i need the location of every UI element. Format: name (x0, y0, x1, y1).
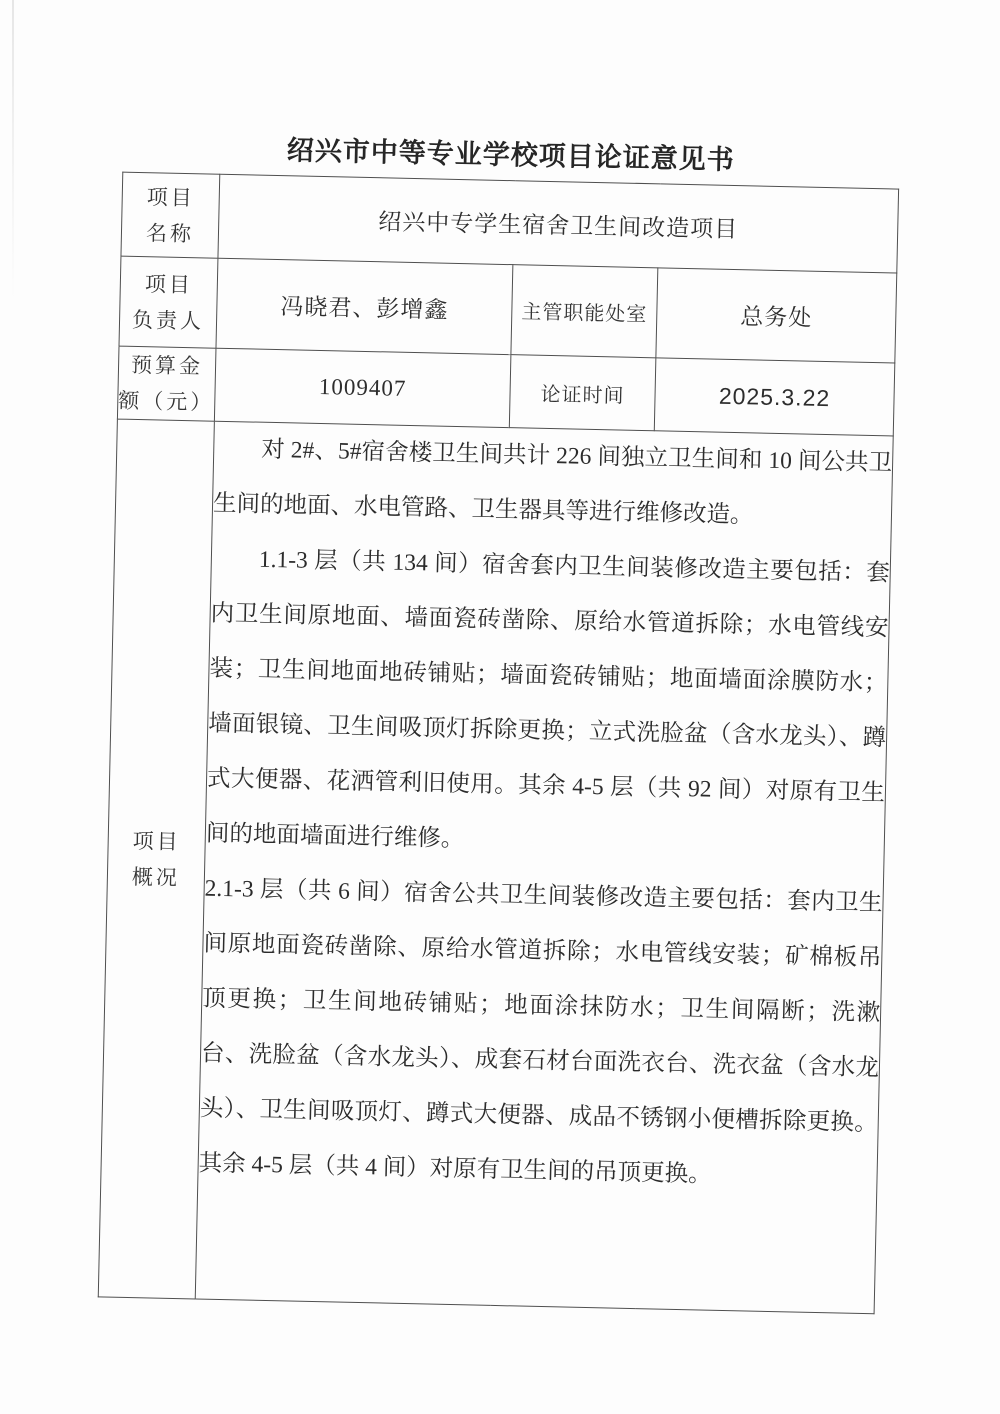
supervising-dept-label: 主管职能处室 (511, 265, 658, 358)
project-leader-label (119, 256, 218, 348)
budget-label (117, 346, 216, 421)
budget-value: 1009407 (214, 348, 511, 427)
project-overview-label (98, 419, 214, 1299)
row-project-leader (119, 256, 897, 363)
project-leader-value: 冯晓君、彭增鑫 (216, 258, 513, 354)
overview-paragraph-3: 2.1-3 层（共 6 间）宿舍公共卫生间装修改造主要包括：套内卫生间原地面瓷砖凿除、原给水管道拆除；水电管线安装；矿棉板吊顶更换；卫生间地砖铺贴；地面涂抹防水；卫生间隔断；洗漱台、洗脸盆（含水龙头）、成套石材台面洗衣台、洗衣盆（含水龙头）、卫生间吸顶灯、蹲式大便器、成品不锈钢小便槽拆除更换。其余 4-5 层（共 4 间）对原有卫生间的吊顶更换。 (198, 875, 883, 1188)
project-leader-label-line2: 负责人 (131, 307, 205, 333)
row-project-overview (98, 419, 893, 1314)
project-name-label-line2: 名称 (145, 220, 195, 246)
project-overview-content (195, 421, 893, 1314)
budget-label-line1: 预算金 (130, 352, 204, 379)
project-name-label-line1: 项目 (146, 184, 196, 210)
project-overview-label-line1: 项目 (132, 828, 181, 854)
project-info-table (98, 172, 899, 1315)
overview-paragraph-1: 对 2#、5#宿舍楼卫生间共计 226 间独立卫生间和 10 间公共卫生间的地面、水电管路、卫生器具等进行维修改造。 (212, 436, 893, 529)
overview-paragraph-2: 1.1-3 层（共 134 间）宿舍套内卫生间装修改造主要包括：套内卫生间原地面、墙面瓷砖凿除、原给水管道拆除；水电管线安装；卫生间地面地砖铺贴；墙面瓷砖铺贴；地面墙面涂膜防水；墙面银镜、卫生间吸顶灯拆除更换；立式洗脸盆（含水龙头）、蹲式大便器、花洒管利旧使用。其余 4-5 层（共 92 间）对原有卫生间的地面墙面进行维修。 (205, 546, 891, 853)
review-date-label: 论证时间 (509, 355, 656, 431)
project-overview-label-line2: 概况 (131, 864, 181, 890)
review-date-value: 2025.3.22 (654, 358, 895, 436)
document-title: 绍兴市中等专业学校项目论证意见书 (286, 135, 736, 175)
supervising-dept-value: 总务处 (656, 268, 897, 363)
project-leader-label-line1: 项目 (144, 271, 194, 297)
project-name-label (121, 172, 220, 258)
budget-label-line2: 额（元） (118, 388, 215, 415)
project-name-value: 绍兴中专学生宿舍卫生间改造项目 (218, 174, 899, 273)
